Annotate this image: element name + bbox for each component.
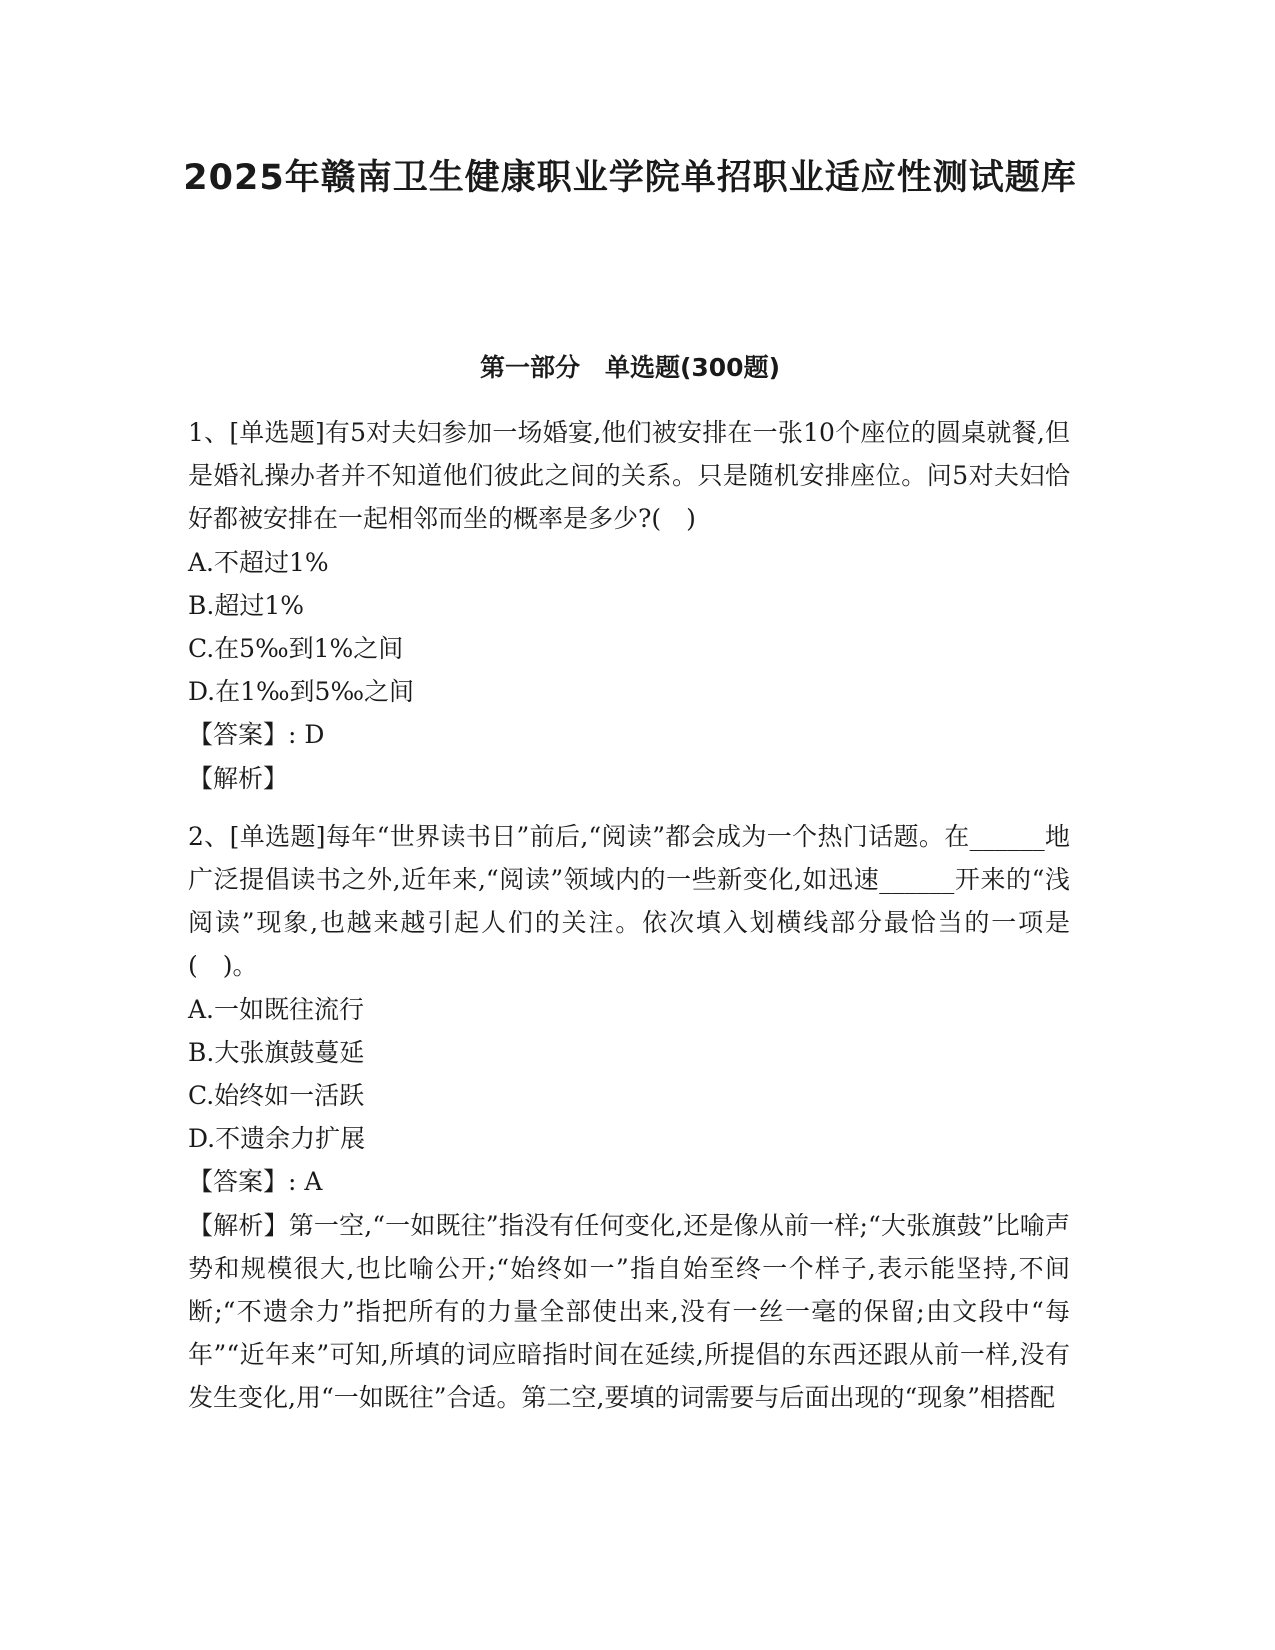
option-a: A.不超过1%	[188, 547, 329, 577]
option-b: B.大张旗鼓蔓延	[188, 1037, 365, 1067]
answer-line: 【答案】: D	[188, 720, 325, 750]
question-divider	[188, 800, 1070, 815]
question-item	[188, 815, 1070, 1420]
option-c: C.始终如一活跃	[188, 1081, 365, 1111]
analysis-text: 【解析】第一空,“一如既往”指没有任何变化,还是像从前一样;“大张旗鼓”比喻声势和规模很大,也比喻公开;“始终如一”指自始至终一个样子,表示能坚持,不间断;“不遗余力”指把所有的力量全部使出来,没有一丝一毫的保留;由文段中“每年”“近年来”可知,所填的词应暗指时间在延续,所提倡的东西还跟从前一样,没有发生变化,用“一如既往”合适。第二空,要填的词需要与后面出现的“现象”相搭配	[188, 1210, 1070, 1413]
option-d: D.不遗余力扩展	[188, 1124, 366, 1154]
question-list	[188, 411, 1070, 1420]
document-title: 2025年赣南卫生健康职业学院单招职业适应性测试题库	[183, 158, 1077, 198]
option-b: B.超过1%	[188, 590, 304, 620]
analysis-text: 【解析】	[188, 763, 289, 793]
option-d: D.在1‰到5‰之间	[188, 677, 415, 707]
section-heading: 第一部分 单选题(300题)	[479, 353, 781, 382]
option-a: A.一如既往流行	[188, 994, 365, 1024]
answer-line: 【答案】: A	[188, 1167, 323, 1197]
question-stem: 2、[单选题]每年“世界读书日”前后,“阅读”都会成为一个热门话题。在______地广泛提倡读书之外,近年来,“阅读”领域内的一些新变化,如迅速______开来的“浅阅读”现象,也越来越引起人们的关注。依次填入划横线部分最恰当的一项是( )。	[188, 821, 1070, 981]
question-stem: 1、[单选题]有5对夫妇参加一场婚宴,他们被安排在一张10个座位的圆桌就餐,但是婚礼操办者并不知道他们彼此之间的关系。只是随机安排座位。问5对夫妇恰好都被安排在一起相邻而坐的概率是多少?( )	[188, 418, 1070, 534]
option-c: C.在5‰到1%之间	[188, 634, 404, 664]
question-item	[188, 411, 1070, 800]
